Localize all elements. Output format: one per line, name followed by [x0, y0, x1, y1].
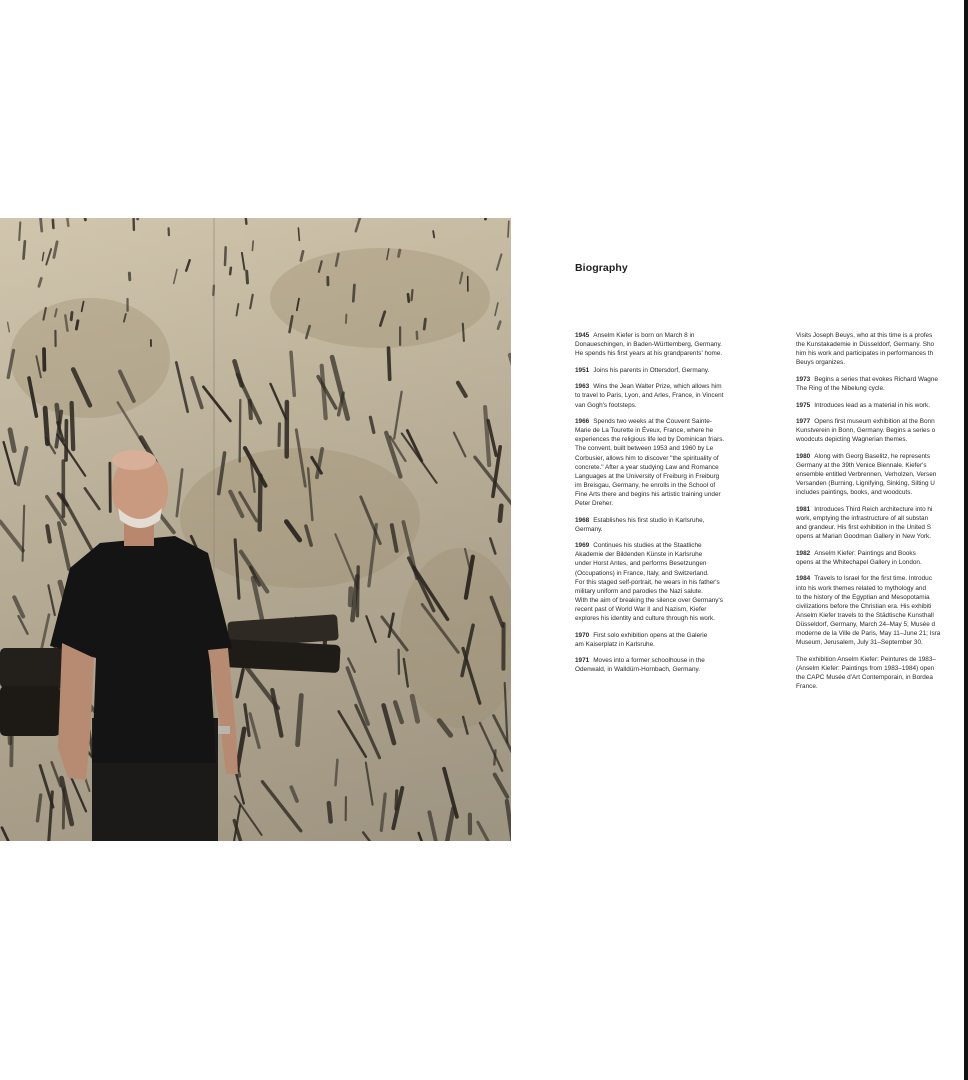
entry-text: Continues his studies at the Staatliche [593, 542, 702, 550]
entry-line [575, 463, 765, 472]
timeline-entry [796, 417, 968, 444]
painting-mark [463, 324, 464, 341]
entry-text: Languages at the University of Freiburg in Freiburg [575, 472, 720, 480]
entry-text: Akademie der Bildenden Künste in Karlsruhe [575, 551, 703, 559]
entry-text: explores his identity and culture through his work. [575, 615, 715, 623]
entry-year: 1981 [796, 505, 811, 513]
timeline-entry [575, 656, 765, 674]
painting-mark [408, 294, 409, 301]
entry-text: Kunstverein in Bonn, Germany. Begins a series o [796, 427, 936, 435]
entry-text: work, emptying the infrastructure of all substan [796, 515, 929, 522]
entry-text: moderne de la Ville de Paris, May 11–June 21; Isra [796, 630, 941, 638]
entry-text: Beuys organizes. [796, 359, 846, 367]
timeline-entry [575, 331, 765, 358]
entry-text: Anselm Kiefer is born on March 8 in [593, 332, 695, 339]
timeline-entry [796, 375, 968, 393]
entry-text: Donaueschingen, in Baden-Württemberg, Germany. [575, 341, 722, 349]
painting-mark [412, 290, 413, 300]
entry-line [796, 574, 968, 583]
entry-text: Museum, Jerusalem, July 31–September 30. [796, 639, 923, 647]
entry-line [796, 549, 968, 558]
entry-line [796, 673, 968, 682]
entry-line [575, 435, 765, 444]
painting-mark [63, 789, 64, 828]
entry-line [575, 331, 765, 340]
entry-line [796, 340, 968, 349]
entry-line [796, 401, 968, 410]
entry-text: the CAPC Musée d'Art Contemporain, in Bordea [796, 673, 933, 681]
painting-mark [72, 403, 74, 449]
entry-line [575, 525, 765, 534]
painting-mark [41, 219, 42, 231]
entry-line [575, 578, 765, 587]
entry-text: ensemble entitled Verbrennen, Verholzen, Versen [796, 471, 937, 479]
entry-text: (Occupations) in France, Italy, and Switzerland. [575, 569, 709, 577]
entry-line [575, 426, 765, 435]
entry-year: 1975 [796, 401, 811, 409]
painting-mark [396, 791, 397, 809]
painting-mark [279, 424, 280, 446]
entry-line [575, 340, 765, 349]
entry-text: First solo exhibition opens at the Galerie [593, 631, 708, 639]
timeline-entry [575, 366, 765, 375]
biography-column-right [796, 331, 968, 699]
entry-text: into his work themes related to mythology and [796, 584, 927, 592]
painting-mark [260, 476, 261, 530]
painting-mark [11, 736, 12, 766]
entry-line [575, 401, 765, 410]
entry-line [796, 505, 968, 514]
entry-line [796, 655, 968, 664]
entry-year: 1982 [796, 549, 811, 557]
entry-text: Along with Georg Baselitz, he represents [814, 452, 931, 460]
entry-line [796, 349, 968, 358]
entry-text: Versanden (Burning, Lignifying, Sinking, Silting U [796, 480, 935, 488]
page-edge [964, 0, 968, 1080]
entry-line [575, 382, 765, 391]
painting-mark [329, 803, 331, 821]
entry-line [575, 481, 765, 490]
entry-line [796, 523, 968, 532]
entry-year: 1973 [796, 375, 811, 383]
entry-text: experiences the religious life led by Dominican friars. [575, 436, 725, 444]
timeline-entry [796, 452, 968, 497]
entry-text: to travel to Paris, Lyon, and Arles, France, in Vincent [575, 392, 724, 400]
entry-text: him his work and participates in performances th [796, 350, 934, 358]
entry-line [796, 452, 968, 461]
entry-year: 1951 [575, 366, 590, 374]
entry-text: to the history of the Egyptian and Mesopotamia [796, 593, 930, 601]
artist-photo-image [0, 218, 511, 841]
biography-column-left [575, 331, 765, 682]
entry-line [796, 384, 968, 393]
entry-line [796, 602, 968, 611]
entry-line [575, 417, 765, 426]
painting-mark [252, 241, 253, 250]
entry-text: Introduces lead as a material in his work. [814, 401, 931, 409]
entry-text: The exhibition Anselm Kiefer: Peintures de 1983– [796, 655, 936, 663]
painting-mark [57, 405, 59, 422]
entry-line [796, 358, 968, 367]
entry-line [575, 640, 765, 649]
timeline-entry [575, 417, 765, 508]
entry-year: 1971 [575, 657, 590, 665]
timeline-entry [796, 655, 968, 691]
painting-mark [389, 348, 390, 379]
entry-text: The Ring of the Nibelung cycle. [796, 384, 885, 392]
entry-line [796, 682, 968, 691]
entry-line [575, 656, 765, 665]
entry-text: (Anselm Kiefer: Paintings from 1983–1984) open [796, 664, 935, 672]
entry-text: Introduces Third Reich architecture into hi [814, 505, 933, 513]
timeline-entry [796, 331, 968, 367]
entry-text: the Kunstakademie in Düsseldorf, Germany. Sho [796, 341, 935, 349]
entry-text: He spends his first years at his grandparents' home. [575, 350, 723, 358]
timeline-entry [575, 631, 765, 649]
entry-line [575, 550, 765, 559]
entry-text: and grandeur. His first exhibition in the United S [796, 524, 931, 532]
entry-line [575, 366, 765, 375]
entry-line [796, 479, 968, 488]
entry-line [796, 629, 968, 638]
biography-heading: Biography [575, 262, 628, 274]
entry-text: Joins his parents in Ottersdorf, Germany. [593, 366, 710, 374]
entry-line [796, 461, 968, 470]
entry-text: am Kaiserplatz in Karlsruhe. [575, 640, 655, 648]
painting-mark [71, 313, 72, 320]
painting-mark [53, 220, 54, 228]
painting-mark [19, 222, 20, 240]
painting-mark [76, 321, 78, 329]
painting-mark [424, 319, 425, 329]
entry-year: 1963 [575, 383, 590, 391]
entry-year: 1968 [575, 516, 590, 524]
timeline-entry [575, 541, 765, 623]
entry-line [575, 516, 765, 525]
entry-text: Moves into a former schoolhouse in the [593, 657, 705, 665]
entry-line [575, 490, 765, 499]
artist-photo [0, 218, 511, 841]
entry-text: woodcuts depicting Wagnerian themes. [796, 436, 908, 444]
entry-text: France. [796, 683, 818, 690]
entry-line [796, 426, 968, 435]
entry-line [796, 558, 968, 567]
entry-year: 1984 [796, 575, 811, 583]
painting-mark [346, 315, 347, 323]
entry-line [796, 620, 968, 629]
entry-line [796, 664, 968, 673]
entry-text: Odenwald, in Walldürn-Hornbach, Germany. [575, 666, 701, 674]
painting-mark [353, 285, 354, 301]
entry-line [796, 331, 968, 340]
entry-text: Visits Joseph Beuys, who at this time is a profes [796, 332, 933, 339]
entry-year: 1977 [796, 418, 811, 426]
entry-line [575, 605, 765, 614]
painting-mark [247, 271, 248, 283]
painting-mark [230, 268, 231, 275]
painting-mark [225, 247, 226, 265]
entry-text: opens at Marian Goodman Gallery in New York. [796, 533, 931, 541]
entry-line [575, 541, 765, 550]
entry-line [575, 444, 765, 453]
painting-mark [399, 250, 400, 256]
entry-text: opens at the Whitechapel Gallery in London. [796, 558, 922, 566]
entry-line [575, 454, 765, 463]
entry-text: Fine Arts there and begins his artistic training under [575, 490, 721, 498]
entry-text: With the aim of breaking the silence over Germany's [575, 596, 723, 604]
entry-year: 1945 [575, 332, 590, 339]
timeline-entry [575, 516, 765, 534]
entry-year: 1970 [575, 631, 590, 639]
entry-line [575, 559, 765, 568]
timeline-entry [575, 382, 765, 409]
entry-text: The convent, built between 1953 and 1960 by Le [575, 445, 714, 453]
entry-line [796, 417, 968, 426]
painting-mark [213, 286, 214, 295]
entry-year: 1969 [575, 542, 590, 550]
painting-mark [508, 221, 509, 237]
entry-line [575, 614, 765, 623]
entry-line [575, 587, 765, 596]
entry-text: Corbusier, allows him to discover "the spirituality of [575, 454, 719, 462]
entry-year: 1980 [796, 452, 811, 460]
entry-year: 1966 [575, 418, 590, 426]
entry-text: under Horst Antes, and performs Besetzungen [575, 560, 707, 568]
entry-text: Düsseldorf, Germany, March 24–May 5; Musée d [796, 620, 936, 628]
entry-text: Marie de La Tourette in Éveux, France, where he [575, 427, 714, 435]
entry-text: Wins the Jean Walter Prize, which allows him [593, 383, 722, 391]
entry-line [796, 435, 968, 444]
entry-text: Anselm Kiefer travels to the Städtische Kunsthall [796, 611, 934, 619]
entry-line [575, 631, 765, 640]
entry-text: Peter Dreher. [575, 500, 614, 507]
painting-mark [250, 401, 251, 418]
painting-mark [246, 218, 247, 224]
painting-mark [485, 218, 487, 219]
entry-line [575, 596, 765, 605]
painting-mark [298, 228, 299, 240]
entry-line [575, 499, 765, 508]
entry-text: Begins a series that evokes Richard Wagne [814, 375, 938, 383]
entry-line [796, 584, 968, 593]
timeline-entry [796, 401, 968, 410]
painting-mark [47, 526, 50, 541]
entry-text: recent past of World War II and Nazism, Kiefer [575, 605, 707, 613]
entry-line [575, 391, 765, 400]
entry-text: Germany at the 39th Venice Biennale. Kiefer's [796, 462, 927, 470]
entry-line [796, 514, 968, 523]
painting-mark [433, 231, 434, 237]
entry-line [796, 488, 968, 497]
entry-text: includes paintings, books, and woodcuts. [796, 489, 913, 497]
entry-text: Germany. [575, 525, 603, 533]
painting-mark [240, 400, 241, 462]
timeline-entry [796, 574, 968, 647]
entry-text: military uniform and parodies the Nazi salute. [575, 587, 703, 595]
entry-text: Opens first museum exhibition at the Bonn [814, 418, 935, 426]
entry-line [575, 472, 765, 481]
timeline-entry [796, 505, 968, 541]
timeline-entry [796, 549, 968, 567]
entry-text: concrete." After a year studying Law and Romance [575, 463, 719, 471]
entry-text: Anselm Kiefer: Paintings and Books [814, 549, 916, 557]
entry-line [796, 375, 968, 384]
entry-text: Spends two weeks at the Couvent Sainte- [593, 418, 712, 426]
painting-mark [500, 506, 501, 521]
entry-line [796, 532, 968, 541]
entry-line [575, 665, 765, 674]
painting-mark [24, 241, 25, 258]
entry-line [575, 349, 765, 358]
entry-line [575, 569, 765, 578]
entry-line [796, 611, 968, 620]
entry-text: civilizations before the Christian era. His exhibiti [796, 602, 932, 610]
painting-mark [350, 589, 351, 605]
entry-text: Establishes his first studio in Karlsruhe, [593, 516, 705, 524]
entry-text: For this staged self-portrait, he wears in his father's [575, 578, 720, 586]
entry-line [796, 470, 968, 479]
entry-line [796, 638, 968, 647]
entry-text: van Gogh's footsteps. [575, 401, 637, 409]
entry-line [796, 593, 968, 602]
entry-text: Travels to Israel for the first time. Introduc [814, 575, 932, 583]
entry-text: im Breisgau, Germany, he enrolls in the School of [575, 481, 716, 489]
